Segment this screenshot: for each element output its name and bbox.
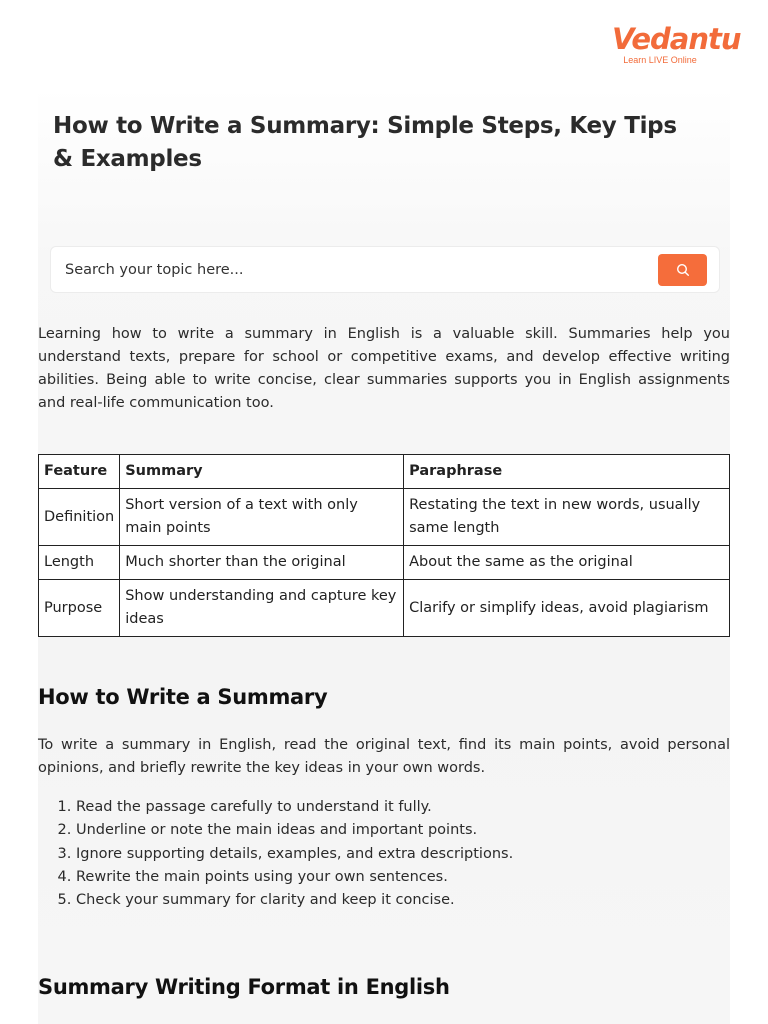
list-item: 5. Check your summary for clarity and keep it concise. [76,889,736,912]
table-cell: About the same as the original [404,546,730,580]
table-header-cell: Feature [39,455,120,489]
table-header-row [39,455,730,489]
table-header-cell: Paraphrase [404,455,730,489]
list-item: 3. Ignore supporting details, examples, and extra descriptions. [76,843,736,866]
table-cell: Length [39,546,120,580]
intro-paragraph: Learning how to write a summary in English is a valuable skill. Summaries help you understand texts, prepare for school or competitive exams, and develop effective writing abilities. Being able to write concise, clear summaries supports you in English assignments and real-life communication too. [38,326,730,411]
table-cell: Short version of a text with only main points [120,489,404,546]
table-cell: Definition [39,489,120,546]
list-item: 1. Read the passage carefully to understand it fully. [76,796,736,819]
logo-tagline: Learn LIVE Online [623,55,697,65]
table-cell: Clarify or simplify ideas, avoid plagiarism [404,580,730,637]
how-to-paragraph: To write a summary in English, read the original text, find its main points, avoid personal opinions, and briefly rewrite the key ideas in your own words. [38,737,730,776]
table-row [39,489,730,546]
vedantu-logo[interactable] [612,22,741,72]
table-cell: Show understanding and capture key ideas [120,580,404,637]
table-row [39,546,730,580]
table-cell: Restating the text in new words, usually same length [404,489,730,546]
search-bar [50,246,720,293]
table-cell: Purpose [39,580,120,637]
steps-list [38,796,736,912]
list-item: 4. Rewrite the main points using your own sentences. [76,866,736,889]
table-header-cell: Summary [120,455,404,489]
search-icon [676,263,690,277]
table-cell: Much shorter than the original [120,546,404,580]
section-heading-how-to-write: How to Write a Summary [38,685,328,709]
page-title: How to Write a Summary: Simple Steps, Key Tips & Examples [53,113,677,172]
search-input[interactable] [65,257,625,283]
logo-wordmark: Vedantu [612,22,741,56]
section-heading-format: Summary Writing Format in English [38,975,450,999]
list-item: 2. Underline or note the main ideas and important points. [76,819,736,842]
table-row [39,580,730,637]
search-button[interactable] [658,254,707,286]
summary-vs-paraphrase-table [38,454,730,637]
